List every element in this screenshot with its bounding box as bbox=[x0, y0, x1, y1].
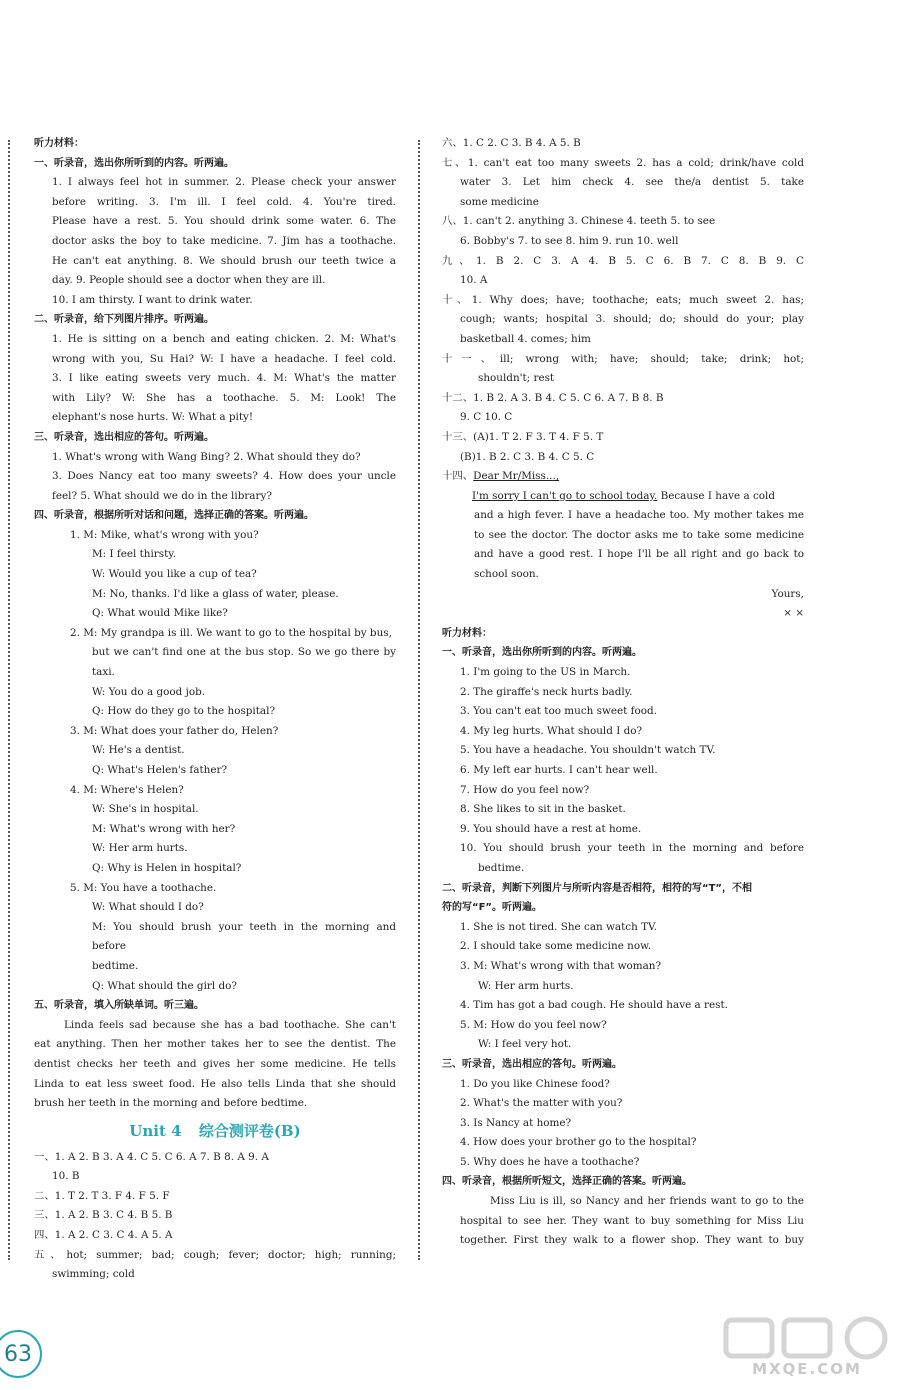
text-line: bedtime. bbox=[478, 861, 525, 874]
text-line: with Lily? W: She has a toothache. 5. M: Look! The bbox=[52, 391, 396, 404]
text-line: 2. The giraffe's neck hurts badly. bbox=[460, 685, 633, 698]
text-line: dentist checks her teeth and gives her some medicine. He tells bbox=[34, 1057, 396, 1070]
answer-line: water 3. Let him check 4. see the/a dentist 5. take bbox=[460, 176, 804, 189]
text-line: M: What's wrong with her? bbox=[92, 822, 236, 835]
text-line: W: Would you like a cup of tea? bbox=[92, 568, 257, 581]
text-line: bedtime. bbox=[92, 959, 139, 972]
text-line: 1. Do you like Chinese food? bbox=[460, 1077, 610, 1090]
answer-line: 一、1. A 2. B 3. A 4. C 5. C 6. A 7. B 8. A 9. A bbox=[34, 1150, 269, 1163]
answer-line: 六、1. C 2. C 3. B 4. A 5. B bbox=[442, 137, 581, 149]
text-line: Linda to eat less sweet food. He also tells Linda that she should bbox=[34, 1077, 396, 1090]
section-1-text bbox=[442, 663, 804, 879]
section-3-heading: 三、听录音，选出相应的答句。听两遍。 bbox=[442, 1058, 622, 1070]
text-line: 3. M: What's wrong with that woman? bbox=[460, 959, 662, 972]
section-2-heading-cont: 符的写“F”。听两遍。 bbox=[442, 902, 542, 914]
text-line: 3. Is Nancy at home? bbox=[460, 1116, 572, 1129]
text-line: eat anything. Then her mother takes her to see the dentist. The bbox=[34, 1038, 396, 1051]
section-4-heading: 四、听录音，根据所听对话和问题，选择正确的答案。听两遍。 bbox=[34, 510, 314, 522]
listening-title: 听力材料： bbox=[34, 138, 84, 149]
text-line: 2. M: My grandpa is ill. We want to go to the hospital by bus, bbox=[70, 626, 392, 639]
letter-prefix: 十四、 bbox=[442, 470, 474, 483]
section-1-heading: 一、听录音，选出你所听到的内容。听两遍。 bbox=[442, 647, 642, 659]
text-line: Q: How do they go to the hospital? bbox=[92, 705, 276, 718]
text-line: 3. I like eating sweets very much. 4. M: What's the matter bbox=[52, 372, 396, 385]
section-1-text bbox=[34, 173, 396, 310]
letter-greeting: Dear Mr/Miss..., bbox=[473, 470, 560, 483]
section-2-heading: 二、听录音，判断下列图片与所听内容是否相符，相符的写“T”，不相 bbox=[442, 882, 752, 894]
text-line: 1. He is sitting on a bench and eating chicken. 2. M: What's bbox=[52, 332, 396, 345]
answer-line: shouldn't; rest bbox=[478, 372, 555, 385]
center-dotted-divider bbox=[418, 140, 420, 1260]
text-line: 3. M: What does your father do, Helen? bbox=[70, 724, 279, 737]
text-line: Q: What's Helen's father? bbox=[92, 764, 228, 776]
letter-signature: × × bbox=[783, 607, 804, 620]
left-column bbox=[34, 134, 396, 1285]
answer-line: 6. Bobby's 7. to see 8. him 9. run 10. well bbox=[460, 234, 679, 247]
section-2-text bbox=[442, 918, 804, 1055]
answer-line: 10. B bbox=[52, 1170, 80, 1183]
text-line: to see the doctor. The doctor asks me to take some medicine bbox=[474, 528, 804, 541]
left-dotted-border bbox=[8, 140, 10, 1260]
unit-test-name: 综合测评卷(B) bbox=[198, 1121, 301, 1140]
text-line: 5. M: You have a toothache. bbox=[70, 881, 217, 894]
text-line: 8. She likes to sit in the basket. bbox=[460, 803, 626, 816]
text-line: 7. How do you feel now? bbox=[460, 783, 590, 796]
text-line: Q: What would Mike like? bbox=[92, 607, 228, 620]
answer-line: 十、1. Why does; have; toothache; eats; much sweet 2. has; bbox=[442, 293, 804, 306]
text-line: M: I feel thirsty. bbox=[92, 548, 177, 561]
text-line: He can't eat anything. 8. We should brush our teeth twice a bbox=[52, 254, 396, 267]
listening-title: 听力材料： bbox=[442, 627, 492, 639]
text-line: but we can't find one at the bus stop. So we go there by bbox=[92, 646, 396, 659]
text-line: feel? 5. What should we do in the library? bbox=[52, 489, 272, 502]
text-line: Please have a rest. 5. You should drink some water. 6. The bbox=[52, 215, 396, 228]
letter-first-line bbox=[442, 487, 804, 507]
text-line: 4. My leg hurts. What should I do? bbox=[460, 724, 643, 737]
section-4-text bbox=[34, 526, 396, 996]
answer-line: 9. C 10. C bbox=[460, 411, 513, 424]
text-line: wrong with you, Su Hai? W: I have a headache. I feel cold. bbox=[52, 352, 396, 365]
text-line: 1. What's wrong with Wang Bing? 2. What should they do? bbox=[52, 450, 361, 463]
text-line: 10. I am thirsty. I want to drink water. bbox=[52, 293, 253, 306]
text-line: W: Her arm hurts. bbox=[92, 842, 188, 855]
answer-line: 九、1. B 2. C 3. A 4. B 5. C 6. B 7. C 8. B 9. C bbox=[442, 254, 804, 267]
section-3-text bbox=[442, 1075, 804, 1173]
unit-title bbox=[34, 1114, 396, 1148]
text-line: W: She's in hospital. bbox=[92, 803, 199, 816]
text-line: 5. You have a headache. You shouldn't watch TV. bbox=[460, 744, 716, 757]
answer-line: basketball 4. comes; him bbox=[460, 332, 591, 345]
text-line: W: You do a good job. bbox=[92, 685, 206, 698]
text-line: 6. My left ear hurts. I can't hear well. bbox=[460, 764, 658, 776]
text-line: 1. She is not tired. She can watch TV. bbox=[460, 920, 658, 933]
answer-line: cough; wants; hospital 3. should; do; should do your; play bbox=[460, 313, 804, 326]
answer-key-right bbox=[442, 134, 804, 467]
answer-line: 十二、1. B 2. A 3. B 4. C 5. C 6. A 7. B 8. B bbox=[442, 391, 664, 404]
text-line: Q: What should the girl do? bbox=[92, 979, 237, 992]
text-line: W: Her arm hurts. bbox=[478, 979, 574, 992]
text-line: school soon. bbox=[474, 568, 539, 581]
text-line: Linda feels sad because she has a bad toothache. She can't bbox=[64, 1018, 396, 1031]
section-4-text bbox=[442, 1192, 804, 1251]
text-line: 1. I always feel hot in summer. 2. Please check your answer bbox=[52, 176, 396, 189]
text-line: 4. How does your brother go to the hospital? bbox=[460, 1136, 697, 1149]
text-line: together. First they walk to a flower shop. They want to buy bbox=[460, 1234, 804, 1247]
text-line: hospital to see her. They want to buy something for Miss Liu bbox=[460, 1214, 804, 1227]
text-line: taxi. bbox=[92, 666, 115, 679]
text-line: 2. I should take some medicine now. bbox=[460, 940, 652, 953]
text-line: and a high fever. I have a headache too. My mother takes me bbox=[474, 509, 804, 522]
text-line: 2. What's the matter with you? bbox=[460, 1097, 623, 1110]
text-line: brush her teeth in the morning and before bedtime. bbox=[34, 1097, 308, 1110]
text-line: 9. You should have a rest at home. bbox=[460, 822, 642, 835]
text-line: 10. You should brush your teeth in the morning and before bbox=[460, 842, 804, 855]
text-line: elephant's nose hurts. W: What a pity! bbox=[52, 411, 254, 424]
right-column bbox=[442, 134, 804, 1251]
text-line: W: What should I do? bbox=[92, 901, 204, 914]
section-3-text bbox=[34, 448, 396, 507]
section-2-heading: 二、听录音，给下列图片排序。听两遍。 bbox=[34, 314, 214, 326]
section-4-heading: 四、听录音，根据所听短文，选择正确的答案。听两遍。 bbox=[442, 1176, 692, 1188]
text-line: 4. Tim has got a bad cough. He should have a rest. bbox=[460, 999, 728, 1012]
text-line: 4. M: Where's Helen? bbox=[70, 783, 184, 796]
text-line: M: No, thanks. I'd like a glass of water, please. bbox=[92, 587, 339, 600]
section-5-heading: 五、听录音，填入所缺单词。听三遍。 bbox=[34, 1000, 204, 1012]
section-3-heading: 三、听录音，选出相应的答句。听两遍。 bbox=[34, 431, 214, 443]
answer-line: 十一、ill; wrong with; have; should; take; drink; hot; bbox=[442, 352, 804, 365]
watermark-text: MXQE.COM bbox=[752, 1360, 862, 1378]
text-line: and have a good rest. I hope I'll be all right and go back to bbox=[474, 548, 804, 561]
text-line: Miss Liu is ill, so Nancy and her friends want to go to the bbox=[490, 1195, 804, 1208]
unit-label: Unit 4 bbox=[129, 1121, 182, 1140]
answer-line: 10. A bbox=[460, 274, 488, 287]
answer-line: some medicine bbox=[460, 195, 539, 208]
letter-greeting-line bbox=[442, 467, 804, 487]
watermark-logo bbox=[722, 1316, 892, 1382]
text-line: 5. Why does he have a toothache? bbox=[460, 1155, 640, 1168]
section-2-text bbox=[34, 330, 396, 428]
letter-closing: Yours, bbox=[771, 587, 804, 600]
text-line: W: He's a dentist. bbox=[92, 744, 185, 757]
answer-line: (B)1. B 2. C 3. B 4. C 5. C bbox=[460, 450, 595, 463]
section-5-text bbox=[34, 1016, 396, 1114]
text-line: 5. M: How do you feel now? bbox=[460, 1018, 607, 1031]
text-line: before writing. 3. I'm ill. I feel cold. 4. You're tired. bbox=[52, 195, 396, 208]
text-line: M: You should brush your teeth in the morning and before bbox=[92, 920, 396, 953]
text-line: 1. M: Mike, what's wrong with you? bbox=[70, 528, 259, 541]
answer-line: 八、1. can't 2. anything 3. Chinese 4. teeth 5. to see bbox=[442, 215, 716, 228]
section-1-heading: 一、听录音，选出你所听到的内容。听两遍。 bbox=[34, 157, 234, 169]
text-line: day. 9. People should see a doctor when they are ill. bbox=[52, 274, 326, 287]
answer-line: 七、1. can't eat too many sweets 2. has a cold; drink/have cold bbox=[442, 156, 804, 169]
text-line: W: I feel very hot. bbox=[478, 1038, 572, 1051]
text-line: doctor asks the boy to take medicine. 7. Jim has a toothache. bbox=[52, 234, 396, 247]
answer-line: swimming; cold bbox=[52, 1268, 135, 1281]
watermark-glyphs-icon bbox=[722, 1316, 892, 1360]
text-line: Q: Why is Helen in hospital? bbox=[92, 861, 242, 874]
answer-line: 四、1. A 2. C 3. C 4. A 5. A bbox=[34, 1229, 173, 1242]
page-number: 63 bbox=[0, 1330, 42, 1378]
text-line: 1. I'm going to the US in March. bbox=[460, 666, 631, 679]
letter-first-rest: Because I have a cold bbox=[657, 489, 776, 502]
answer-line: 十三、(A)1. T 2. F 3. T 4. F 5. T bbox=[442, 430, 604, 443]
answer-line: 五、hot; summer; bad; cough; fever; doctor; high; running; bbox=[34, 1248, 396, 1261]
letter-first-sentence: I'm sorry I can't go to school today. bbox=[472, 489, 658, 502]
text-line: 3. Does Nancy eat too many sweets? 4. How does your uncle bbox=[52, 470, 396, 483]
answer-line: 二、1. T 2. T 3. F 4. F 5. F bbox=[34, 1189, 170, 1202]
answer-key-left bbox=[34, 1148, 396, 1285]
answer-line: 三、1. A 2. B 3. C 4. B 5. B bbox=[34, 1209, 173, 1222]
letter-answer bbox=[442, 467, 804, 624]
text-line: 3. You can't eat too much sweet food. bbox=[460, 705, 657, 718]
